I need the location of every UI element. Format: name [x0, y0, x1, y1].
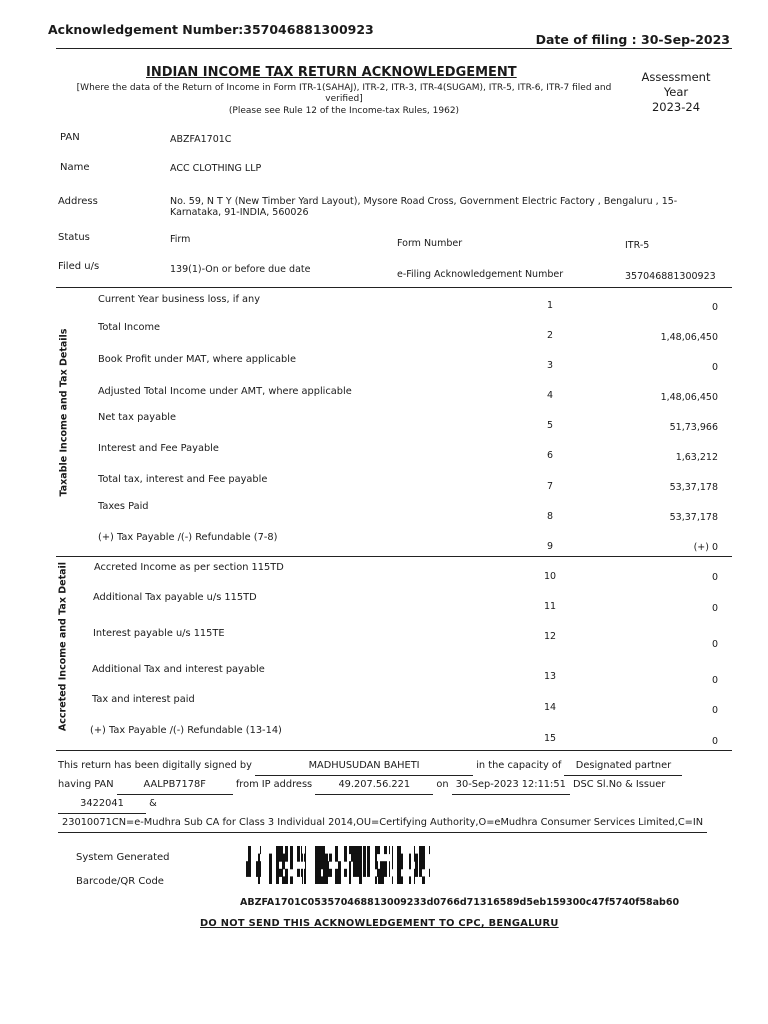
row-value: 0 — [711, 572, 718, 583]
header-divider — [56, 48, 732, 49]
signature-text: on — [436, 779, 449, 790]
address-value: No. 59, N T Y (New Timber Yard Layout), Mysore Road Cross, Government Electric Factory , Bengaluru , 15-Karnataka, 91-INDIA, 560026 — [170, 196, 678, 218]
assessment-year-value: 2023-24 — [651, 100, 701, 114]
barcode-label-1: System Generated — [76, 852, 170, 863]
efiling-ack-value: 357046881300923 — [625, 271, 716, 282]
status-label: Status — [58, 232, 90, 243]
section-divider — [56, 287, 732, 288]
ip-address: 49.207.56.221 — [315, 776, 433, 795]
efiling-ack-label: e-Filing Acknowledgement Number — [397, 269, 564, 280]
form-number-label: Form Number — [397, 238, 463, 249]
accreted-section-label: Accreted Income and Tax Detail — [57, 561, 69, 732]
signature-text: in the capacity of — [476, 760, 562, 771]
row-desc: Book Profit under MAT, where applicable — [98, 354, 297, 365]
row-desc: Total tax, interest and Fee payable — [98, 474, 268, 485]
dsc-serial: 3422041 — [58, 795, 146, 814]
row-value: 0 — [711, 639, 718, 650]
row-num: 12 — [543, 631, 557, 642]
barcode-hash: ABZFA1701C053570468813009233d0766d71316589d5eb159300c47f5740f58ab60 — [240, 897, 680, 908]
signer-name: MADHUSUDAN BAHETI — [255, 757, 473, 776]
page-title: INDIAN INCOME TAX RETURN ACKNOWLEDGEMENT — [146, 65, 517, 80]
row-value: (+) 0 — [693, 542, 718, 553]
signature-statement — [58, 757, 708, 833]
row-desc: Net tax payable — [98, 412, 177, 423]
signature-text: having PAN — [58, 779, 114, 790]
signature-text: DSC Sl.No & Issuer — [572, 779, 666, 790]
row-value: 0 — [711, 302, 718, 313]
row-value: 0 — [711, 603, 718, 614]
pan-label: PAN — [60, 132, 80, 143]
row-desc: (+) Tax Payable /(-) Refundable (13-14) — [90, 725, 282, 736]
title-subtitle: [Where the data of the Return of Income in Form ITR-1(SAHAJ), ITR-2, ITR-3, ITR-4(SUGAM), ITR-5, ITR-6, ITR-7 filed and verified] — [76, 83, 612, 104]
row-desc: Interest payable u/s 115TE — [93, 628, 225, 639]
row-num: 2 — [546, 330, 554, 341]
name-value: ACC CLOTHING LLP — [170, 163, 262, 174]
row-value: 0 — [711, 675, 718, 686]
section-divider — [56, 750, 732, 751]
filed-us-label: Filed u/s — [58, 261, 100, 272]
assessment-year-label: Assessment Year — [641, 70, 711, 99]
row-desc: Additional Tax and interest payable — [92, 664, 265, 675]
rule-reference: (Please see Rule 12 of the Income-tax Rules, 1962) — [228, 106, 460, 116]
row-desc: Interest and Fee Payable — [98, 443, 219, 454]
row-value: 53,37,178 — [669, 512, 718, 523]
address-label: Address — [58, 196, 98, 207]
row-num: 8 — [546, 511, 554, 522]
row-num: 15 — [543, 733, 557, 744]
row-value: 53,37,178 — [669, 482, 718, 493]
dsc-issuer: 23010071CN=e-Mudhra Sub CA for Class 3 Individual 2014,OU=Certifying Authority,O=eMudhra Consumer Services Limited,C=IN — [58, 814, 707, 833]
filed-us-value: 139(1)-On or before due date — [170, 264, 311, 275]
barcode-image — [246, 846, 430, 884]
row-num: 5 — [546, 420, 554, 431]
row-value: 1,63,212 — [675, 452, 718, 463]
barcode-label-2: Barcode/QR Code — [76, 876, 164, 887]
row-num: 1 — [546, 300, 554, 311]
signature-text: This return has been digitally signed by — [58, 760, 252, 771]
signature-text: & — [149, 798, 157, 809]
signer-capacity: Designated partner — [564, 757, 682, 776]
signer-pan: AALPB7178F — [117, 776, 233, 795]
row-num: 10 — [543, 571, 557, 582]
row-num: 13 — [543, 671, 557, 682]
row-value: 0 — [711, 362, 718, 373]
row-desc: Accreted Income as per section 115TD — [94, 562, 284, 573]
row-num: 6 — [546, 450, 554, 461]
row-desc: Total Income — [98, 322, 161, 333]
row-desc: (+) Tax Payable /(-) Refundable (7-8) — [98, 532, 278, 543]
row-value: 51,73,966 — [669, 422, 718, 433]
row-value: 0 — [711, 705, 718, 716]
row-value: 1,48,06,450 — [660, 332, 718, 343]
signature-text: from IP address — [235, 779, 313, 790]
acknowledgement-number: Acknowledgement Number:357046881300923 — [48, 22, 374, 37]
form-number-value: ITR-5 — [625, 240, 650, 251]
row-num: 14 — [543, 702, 557, 713]
row-value: 0 — [711, 736, 718, 747]
assessment-year — [628, 70, 724, 115]
name-label: Name — [60, 162, 90, 173]
pan-value: ABZFA1701C — [170, 134, 232, 145]
row-num: 3 — [546, 360, 554, 371]
row-desc: Tax and interest paid — [92, 694, 195, 705]
signing-datetime: 30-Sep-2023 12:11:51 — [452, 776, 570, 795]
row-value: 1,48,06,450 — [660, 392, 718, 403]
footer-notice: DO NOT SEND THIS ACKNOWLEDGEMENT TO CPC, BENGALURU — [200, 918, 559, 929]
row-num: 7 — [546, 481, 554, 492]
taxable-section-label: Taxable Income and Tax Details — [58, 328, 70, 497]
row-num: 11 — [543, 601, 557, 612]
date-of-filing: Date of filing : 30-Sep-2023 — [535, 32, 730, 47]
row-desc: Additional Tax payable u/s 115TD — [93, 592, 257, 603]
row-desc: Taxes Paid — [98, 501, 149, 512]
row-desc: Adjusted Total Income under AMT, where applicable — [98, 386, 352, 397]
status-value: Firm — [170, 234, 191, 245]
row-num: 9 — [546, 541, 554, 552]
section-divider — [56, 556, 732, 557]
row-num: 4 — [546, 390, 554, 401]
row-desc: Current Year business loss, if any — [98, 294, 261, 305]
